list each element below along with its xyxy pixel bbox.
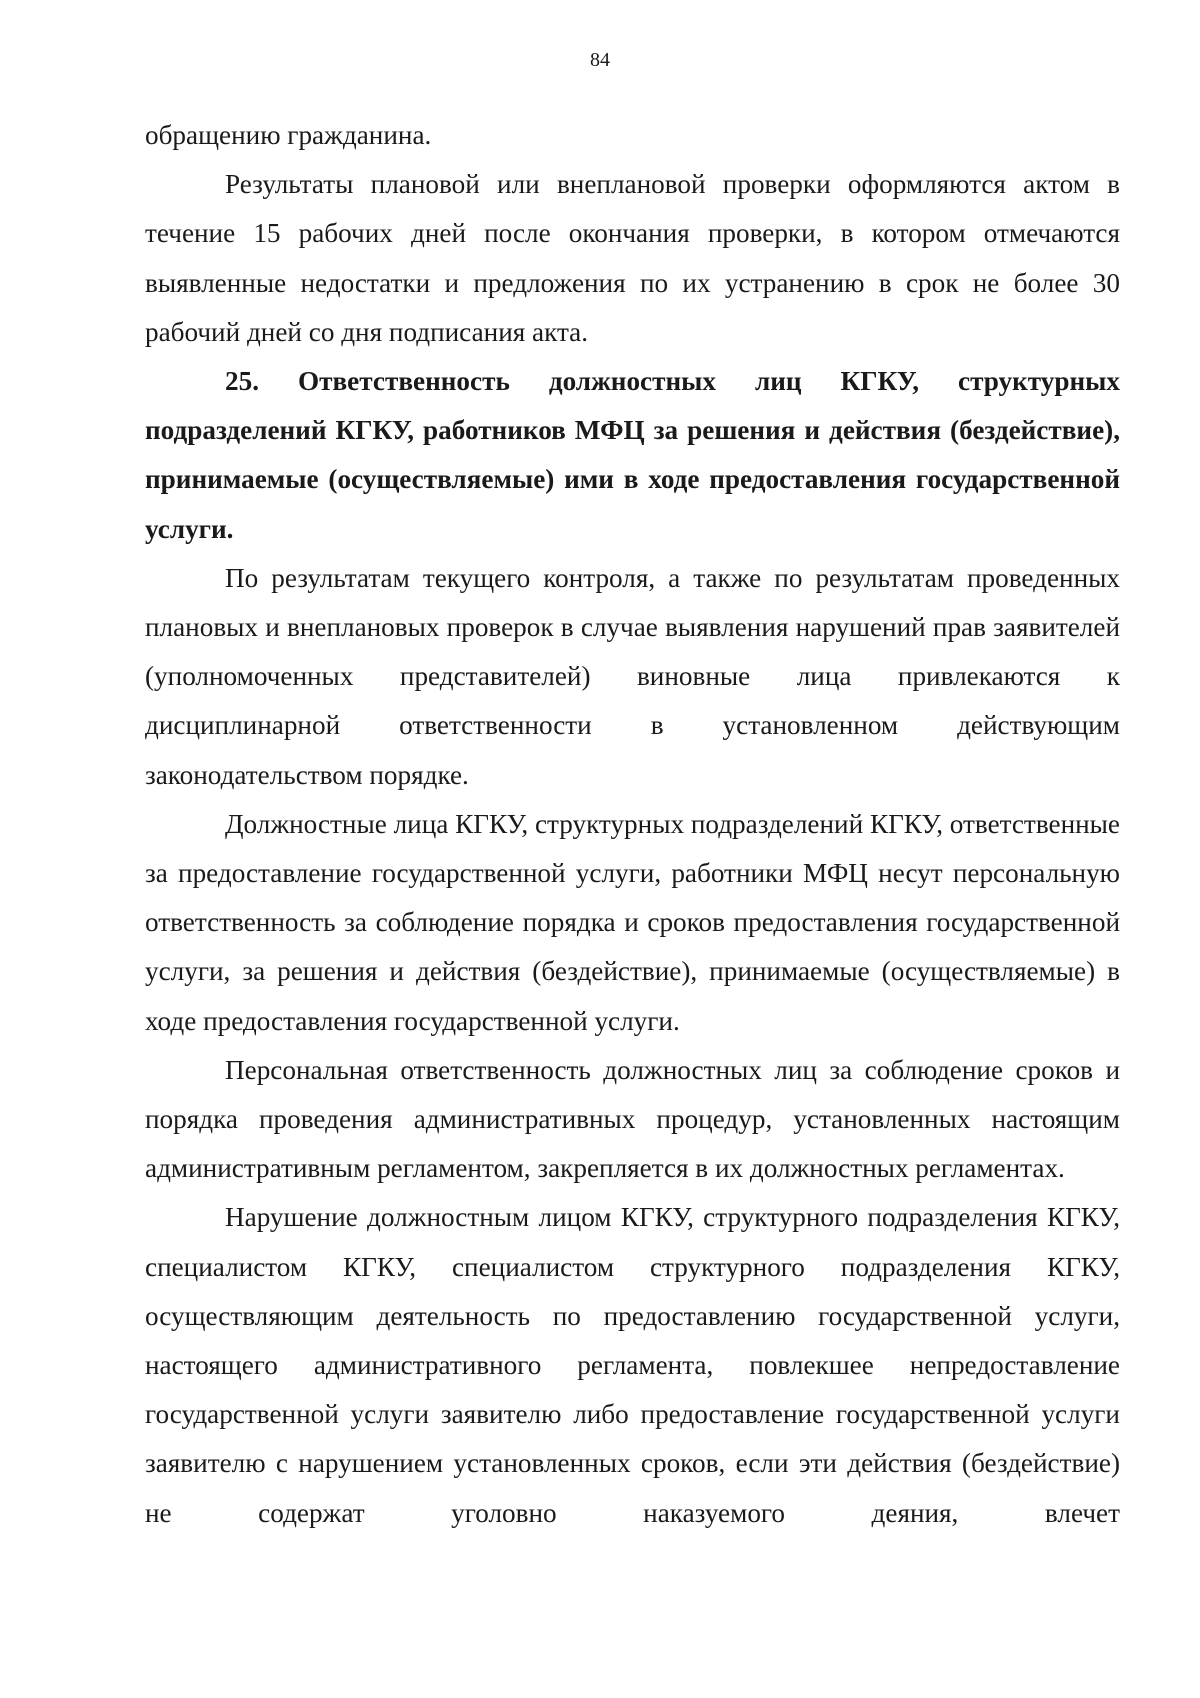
paragraph-violation: Нарушение должностным лицом КГКУ, структурного подразделения КГКУ, специалистом КГКУ, специалистом структурного подразделения КГКУ, осуществляющим деятельность по предоставлению государственной услуги, настоящего административного регламента, повлекшее непредоставление государственной услуги заявителю либо предоставление государственной услуги заявителю с нарушением установленных сроков, если эти действия (бездействие) не содержат уголовно наказуемого деяния, влечет <box>145 1202 1120 1528</box>
paragraph-personal-responsibility: Должностные лица КГКУ, структурных подразделений КГКУ, ответственные за предоставление государственной услуги, работники МФЦ несут персональную ответственность за соблюдение порядка и сроков предоставления государственной услуги, за решения и действия (бездействие), принимаемые (осуществляемые) в ходе предоставления государственной услуги. <box>145 808 1120 1036</box>
paragraph-control-results: По результатам текущего контроля, а также по результатам проведенных плановых и внеплановых проверок в случае выявления нарушений прав заявителей (уполномоченных представителей) виновные лица привлекаются к дисциплинарной ответственности в установленном действующим законодательством порядке. <box>145 562 1120 790</box>
page-number: 84 <box>590 49 610 71</box>
section-heading-25: 25. Ответственность должностных лиц КГКУ, структурных подразделений КГКУ, работников МФЦ за решения и действия (бездействие), принимаемые (осуществляемые) ими в ходе предоставления государственной услуги. <box>145 366 1120 544</box>
document-body <box>145 111 1120 1538</box>
paragraph-regulations: Персональная ответственность должностных лиц за соблюдение сроков и порядка проведения административных процедур, установленных настоящим административным регламентом, закрепляется в их должностных регламентах. <box>145 1054 1120 1184</box>
paragraph-continuation: обращению гражданина. <box>145 120 432 150</box>
paragraph-inspection-results: Результаты плановой или внеплановой проверки оформляются актом в течение 15 рабочих дней после окончания проверки, в котором отмечаются выявленные недостатки и предложения по их устранению в срок не более 30 рабочий дней со дня подписания акта. <box>145 169 1120 347</box>
